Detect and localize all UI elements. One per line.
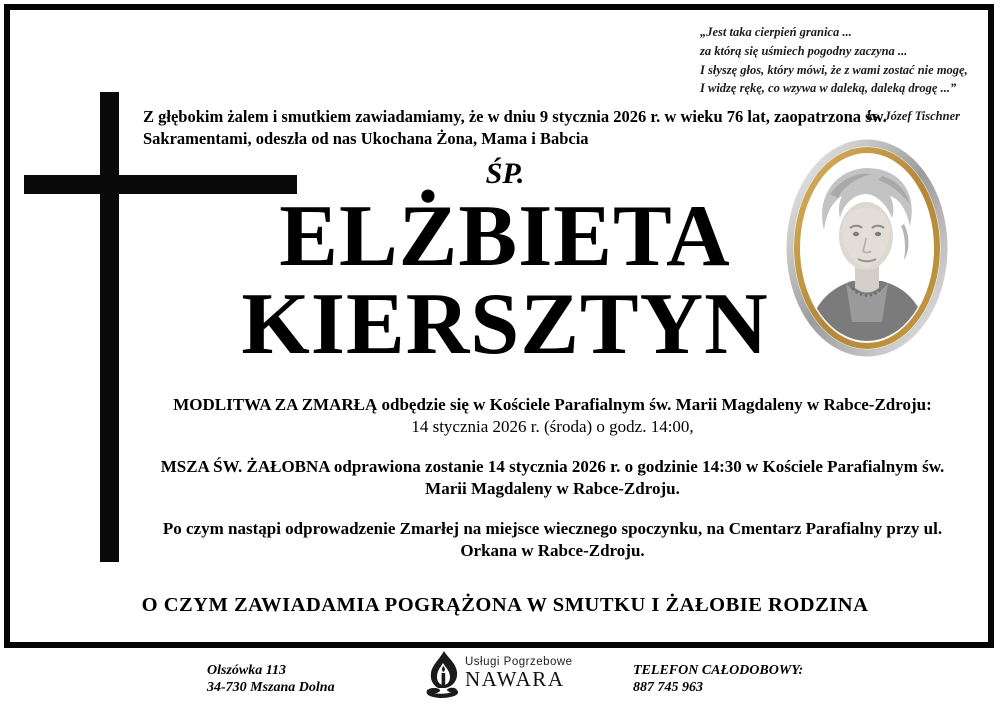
portrait-photo (786, 138, 948, 358)
burial-text (145, 518, 960, 562)
quote-attribution: ks. Józef Tischner (867, 109, 960, 123)
announcement-line: Z głębokim żalem i smutkiem zawiadamiamy, że w dniu 9 stycznia 2026 r. w wieku 76 lat, zaopatrzona św. (143, 107, 887, 126)
mass-line: MSZA ŚW. ŻAŁOBNA odprawiona zostanie 14 stycznia 2026 r. o godzinie 14:30 w Kościele Parafialnym św. Marii Magdaleny w Rabce-Zdroju. (160, 457, 945, 498)
candle-icon (426, 651, 460, 700)
quote-line: I widzę rękę, co wzywa w daleką, daleką drogę ...” (700, 81, 957, 96)
address-line: 34-730 Mszana Dolna (207, 679, 335, 695)
address-line: Olszówka 113 (207, 663, 286, 678)
company-type-label: Usługi Pogrzebowe (465, 656, 573, 668)
deceased-first-name: ELŻBIETA (279, 188, 731, 285)
closing-line: O CZYM ZAWIADAMIA POGRĄŻONA W SMUTKU I ŻAŁOBIE RODZINA (141, 594, 869, 616)
deceased-name-block (138, 157, 872, 373)
quote-line: za którą się uśmiech pogodny zaczyna ... (700, 43, 908, 58)
burial-line: Po czym nastąpi odprowadzenie Zmarłej na miejsce wiecznego spoczynku, na Cmentarz Parafialny przy ul. Orkana w Rabce-Zdroju. (162, 519, 943, 560)
funeral-mass-text (145, 456, 960, 500)
phone-block (633, 663, 803, 696)
quote-line: „Jest taka cierpień granica ... (700, 25, 852, 39)
deceased-last-name: KIERSZTYN (241, 276, 769, 373)
company-name: NAWARA (465, 667, 565, 691)
funeral-home-logo (426, 651, 573, 700)
prayer-service-text (145, 394, 960, 438)
quote-line: I słyszę głos, który mówi, że z wami zostać nie mogę, (700, 62, 968, 77)
prayer-time: 14 stycznia 2026 r. (środa) o godz. 14:00, (411, 417, 694, 436)
funeral-home-address (207, 663, 335, 696)
prayer-line: MODLITWA ZA ZMARŁĄ odbędzie się w Kościele Parafialnym św. Marii Magdaleny w Rabce-Zdroju: (173, 395, 932, 414)
sp-abbreviation: ŚP. (485, 157, 525, 190)
announcement-line: Sakramentami, odeszła od nas Ukochana Żona, Mama i Babcia (143, 129, 589, 148)
cross-icon (100, 92, 119, 562)
phone-label: TELEFON CAŁODOBOWY: (633, 663, 804, 678)
phone-number: 887 745 963 (633, 679, 703, 695)
